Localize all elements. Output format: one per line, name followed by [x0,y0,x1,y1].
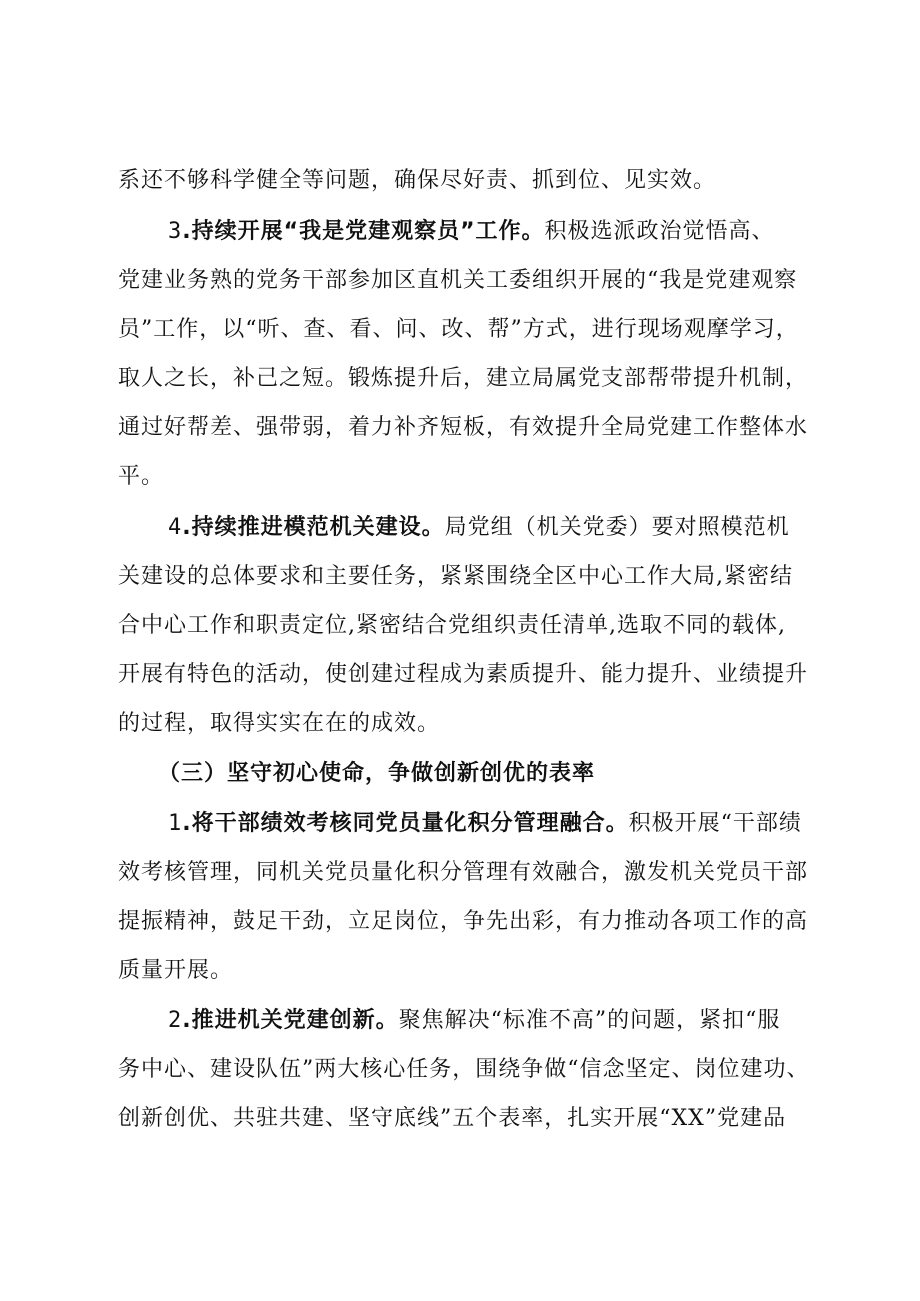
section-3-heading: （三）坚守初心使命，争做创新创优的表率 [158,761,596,786]
item-4-first-line [168,513,790,543]
item-3-first-line-text: 积极选派政治觉悟高、 [544,219,775,244]
item-4-number: 4 [168,515,183,540]
section-3-item-1-first-line-text: 积极开展“干部绩 [628,811,802,836]
section-3-item-1-number: 1 [168,811,183,836]
item-4-first-line-text: 局党组（机关党委）要对照模范机 [444,515,790,540]
item-3-line-4: 取人之长，补己之短。锻炼提升后，建立局属党支部帮带提升机制， [118,366,809,391]
section-3-item-2-first-line [168,1006,780,1036]
section-3-item-2-title: .推进机关党建创新。 [182,1008,399,1033]
section-3-item-2-number: 2 [168,1008,183,1033]
section-3-item-2-line-2: 务中心、建设队伍”两大核心任务，围绕争做“信念坚定、岗位建功、 [118,1057,810,1082]
item-3-line-5: 通过好帮差、强带弱，着力补齐短板，有效提升全局党建工作整体水 [118,415,809,440]
section-3-item-2-line-3: 创新创优、共驻共建、坚守底线”五个表率，扎实开展“XX”党建品 [118,1106,787,1131]
item-4-title: .持续推进模范机关建设。 [182,515,445,540]
section-3-item-1-line-4: 质量开展。 [118,958,234,983]
item-3-line-6: 平。 [118,464,165,489]
section-3-item-1-line-2: 效考核管理，同机关党员量化积分管理有效融合，激发机关党员干部 [118,860,809,885]
item-3-title: .持续开展“我是党建观察员”工作。 [182,219,545,244]
section-3-item-1-line-3: 提振精神，鼓足干劲，立足岗位，争先出彩，有力推动各项工作的高 [118,909,809,934]
item-4-line-3: 合中心工作和职责定位,紧密结合党组织责任清单,选取不同的载体, [118,613,786,638]
item-3-number: 3 [168,219,183,244]
item-4-line-4: 开展有特色的活动，使创建过程成为素质提升、能力提升、业绩提升 [118,662,809,687]
item-3-line-2: 党建业务熟的党务干部参加区直机关工委组织开展的“我是党建观察 [118,268,798,293]
section-3-item-1-title: .将干部绩效考核同党员量化积分管理融合。 [182,811,629,836]
paragraph-continuation-line: 系还不够科学健全等问题，确保尽好责、抓到位、见实效。 [118,168,717,193]
section-3-item-2-first-line-text: 聚焦解决“标准不高”的问题，紧扣“服 [398,1008,781,1033]
item-3-line-3: 员”工作，以“听、查、看、问、改、帮”方式，进行现场观摩学习， [118,317,799,342]
section-3-item-1-first-line [168,809,802,839]
item-4-line-5: 的过程，取得实实在在的成效。 [118,711,441,736]
item-3-first-line [168,217,775,247]
item-4-line-2: 关建设的总体要求和主要任务，紧紧围绕全区中心工作大局,紧密结 [118,564,793,589]
